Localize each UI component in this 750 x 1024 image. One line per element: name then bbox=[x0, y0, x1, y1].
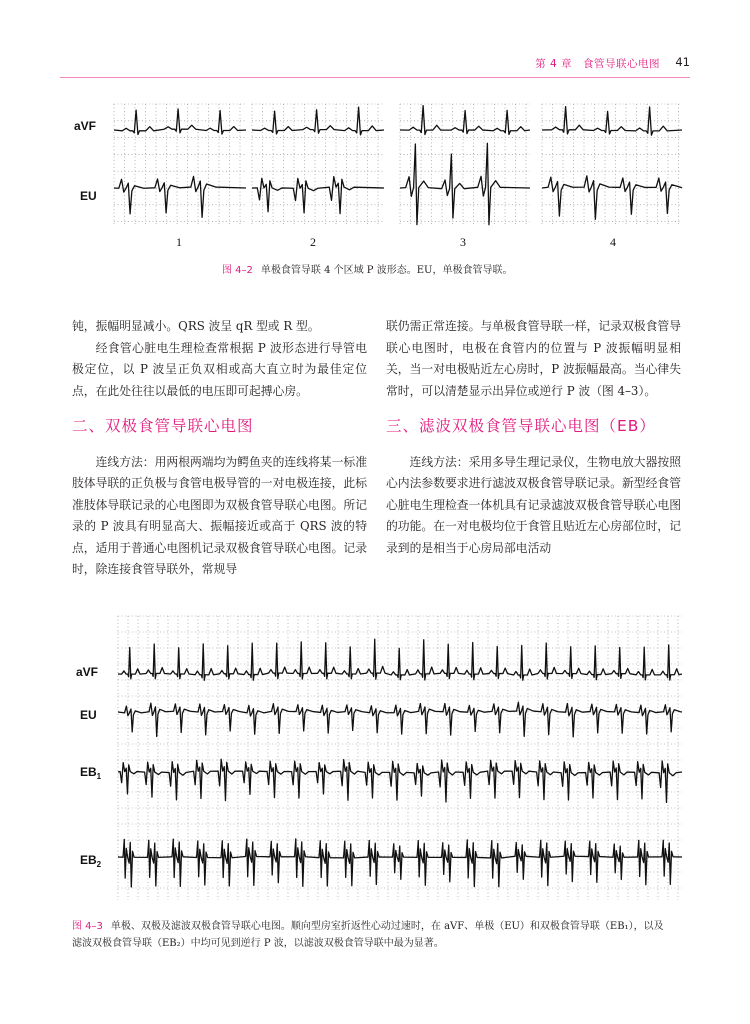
caption-text: 单极、双极及滤波双极食管导联心电图。顺向型房室折返性心动过速时，在 aVF、单极（EU）和双极食管导联（EB₁），以及 bbox=[110, 921, 664, 932]
lead-label-avf: aVF bbox=[76, 665, 99, 679]
paragraph: 连线方法：用两根两端均为鳄鱼夹的连线将某一标准肢体导联的正负极与食管电极导管的一对电极连接，此标准肢体导联记录的心电图即为双极食管导联心电图。所记录的 P 波具有明显高大、振幅接近或高于 QRS 波的特点，适用于普通心电图机记录双极食管导联心电图。记录时，除连接食管导联外，常规导 bbox=[72, 454, 367, 576]
figure-label: 图 4–3 bbox=[72, 921, 103, 932]
page-header bbox=[60, 52, 690, 74]
segment-number: 2 bbox=[310, 235, 316, 249]
segment-number: 3 bbox=[460, 235, 466, 249]
lead-label-eb1: $EB_1$ bbox=[80, 765, 102, 781]
running-title: 第 4 章 食管导联心电图 bbox=[535, 58, 660, 70]
caption-text: 单极食管导联 4 个区域 P 波形态。EU，单极食管导联。 bbox=[260, 265, 513, 276]
lead-label-eb2: $EB_2$ bbox=[80, 853, 102, 869]
ecg-trace-eu bbox=[118, 702, 682, 737]
lead-label-eu: EU bbox=[80, 189, 97, 203]
ecg-trace-eb2 bbox=[118, 839, 682, 887]
figure-label: 图 4–2 bbox=[222, 265, 253, 276]
figure-4-2 bbox=[70, 96, 690, 254]
paragraph: 联仍需正常连接。与单极食管导联一样，记录双极食管导联心电图时，电极在食管内的位置与 P 波振幅明显相关，当一对电极贴近左心房时，P 波振幅最高。当心律失常时，可以清楚显示出异位或逆行 P 波（图 4–3）。 bbox=[386, 319, 681, 398]
figure-4-2-caption bbox=[222, 262, 692, 279]
page-number: 41 bbox=[675, 55, 690, 69]
paragraph: 连线方法：采用多导生理记录仪，生物电放大器按照心内法参数要求进行滤波双极食管导联记录。新型经食管心脏电生理检查一体机具有记录滤波双极食管导联心电图的功能。在一对电极均位于食管且贴近左心房部位时，记录到的是相当于心房局部电活动 bbox=[386, 454, 681, 555]
section-heading: 二、双极食管导联心电图 bbox=[72, 417, 254, 435]
header-rule bbox=[60, 77, 690, 78]
paragraph: 钝，振幅明显减小。QRS 波呈 qR 型或 R 型。 bbox=[72, 319, 320, 333]
section-heading: 三、滤波双极食管导联心电图（EB） bbox=[386, 417, 656, 435]
segment-number: 1 bbox=[176, 235, 182, 249]
left-column bbox=[72, 316, 367, 581]
lead-label-avf: aVF bbox=[74, 119, 97, 133]
figure-4-3-ecg bbox=[70, 612, 690, 908]
ecg-trace-eu bbox=[400, 143, 530, 224]
caption-text: 滤波双极食管导联（EB₂）中均可见到逆行 P 波，以滤波双极食管导联中最为显著。 bbox=[72, 938, 444, 949]
paragraph: 经食管心脏电生理检查常根据 P 波形态进行导管电极定位，以 P 波呈正负双相或高大直立时为最佳定位点，在此处往往以最低的电压即可起搏心房。 bbox=[72, 340, 367, 398]
segment-number: 4 bbox=[610, 235, 616, 249]
ecg-trace-avf bbox=[400, 106, 530, 135]
figure-4-2-ecg bbox=[70, 96, 690, 254]
ecg-trace-avf bbox=[118, 639, 682, 680]
ecg-trace-eu bbox=[252, 177, 384, 214]
ecg-trace-avf bbox=[114, 109, 246, 135]
figure-4-3 bbox=[70, 612, 690, 908]
ecg-trace-eu bbox=[114, 176, 246, 217]
lead-label-eu: EU bbox=[80, 708, 97, 722]
figure-4-3-caption bbox=[72, 918, 692, 952]
ecg-trace-eb1 bbox=[118, 759, 682, 802]
right-column bbox=[386, 316, 681, 559]
